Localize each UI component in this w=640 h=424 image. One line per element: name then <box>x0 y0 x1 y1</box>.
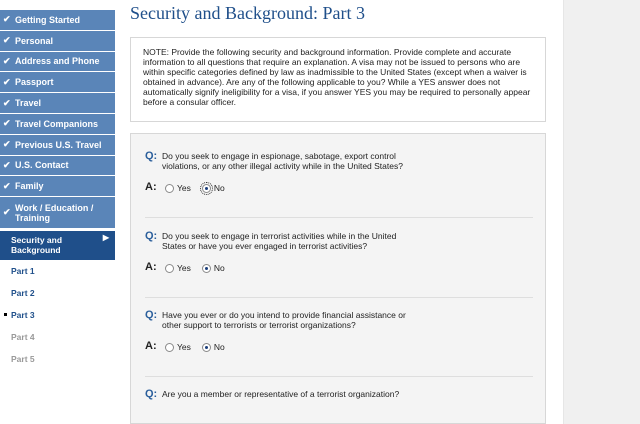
no-radio[interactable] <box>202 343 211 352</box>
arrow-right-icon: ▶ <box>102 233 109 242</box>
nav-item-family[interactable] <box>0 176 115 197</box>
nav-item-travel[interactable] <box>0 93 115 114</box>
nav-item-label: Personal <box>15 35 54 46</box>
nav-item-getting-started[interactable] <box>0 10 115 31</box>
questions-panel <box>130 133 546 424</box>
question-block-1 <box>145 151 533 195</box>
yes-label: Yes <box>177 183 191 193</box>
nav-item-label: Getting Started <box>15 14 81 25</box>
question-block-3 <box>145 310 533 354</box>
checkmark-icon: ✔ <box>3 118 11 129</box>
yes-label: Yes <box>177 342 191 352</box>
checkmark-icon: ✔ <box>3 159 11 170</box>
divider <box>145 217 533 218</box>
subnav-part-2[interactable]: Part 2 <box>11 288 35 298</box>
nav-item-label: U.S. Contact <box>15 160 69 171</box>
no-label: No <box>213 342 225 352</box>
nav-item-travel-companions[interactable] <box>0 114 115 135</box>
subnav-label: Part 3 <box>11 310 35 320</box>
security-subnav <box>0 260 115 370</box>
nav-item-label: Security and Background <box>11 235 63 255</box>
answer-row <box>145 181 533 195</box>
checkmark-icon: ✔ <box>3 14 11 25</box>
subnav-part-1[interactable]: Part 1 <box>11 266 35 276</box>
scrollbar-track[interactable] <box>563 0 640 424</box>
nav-item-label: Passport <box>15 77 54 88</box>
nav-item-label: Previous U.S. Travel <box>15 139 102 150</box>
question-text: Have you ever or do you intend to provide financial assistance or other support to terrorists or terrorist organizations? <box>162 310 406 330</box>
checkmark-icon: ✔ <box>3 97 11 108</box>
no-radio[interactable] <box>202 184 211 193</box>
note-box <box>130 37 546 122</box>
nav-item-security-and-background[interactable] <box>0 231 115 260</box>
nav-item-personal[interactable] <box>0 31 115 52</box>
question <box>145 389 533 399</box>
answer-row <box>145 261 533 275</box>
nav-item-label: Travel <box>15 98 42 109</box>
section-nav-list <box>0 10 115 229</box>
question-block-4 <box>145 389 533 399</box>
question-text: Do you seek to engage in terrorist activities while in the United States or have you ever engaged in terrorist activities? <box>162 231 397 251</box>
no-radio[interactable] <box>202 264 211 273</box>
nav-item-label: Work / Education / Training <box>15 202 94 223</box>
no-label: No <box>213 263 225 273</box>
question-text: Are you a member or representative of a terrorist organization? <box>162 389 400 399</box>
nav-item-previous-us-travel[interactable] <box>0 135 115 156</box>
yes-radio[interactable] <box>165 264 174 273</box>
question <box>145 231 533 251</box>
nav-item-label: Address and Phone <box>15 56 100 67</box>
a-marker: A: <box>145 340 157 352</box>
nav-item-us-contact[interactable] <box>0 156 115 177</box>
question-text: Do you seek to engage in espionage, sabotage, export control violations, or any other illegal activity while in the United States? <box>162 151 403 171</box>
yes-radio[interactable] <box>165 343 174 352</box>
subnav-part-3[interactable] <box>0 304 115 326</box>
sidebar-navigation <box>0 0 117 424</box>
checkmark-icon: ✔ <box>3 180 11 191</box>
yes-label: Yes <box>177 263 191 273</box>
q-marker: Q: <box>145 150 158 162</box>
page-title: Security and Background: Part 3 <box>130 3 365 23</box>
nav-item-work-education-training[interactable] <box>0 197 115 229</box>
a-marker: A: <box>145 181 157 193</box>
divider <box>145 297 533 298</box>
q-marker: Q: <box>145 388 158 400</box>
note-text: NOTE: Provide the following security and background information. Provide complete and accurate information to all questions that require an explanation. A visa may not be issued to persons who are within specific categories defined by law as inadmissible to the United States (except when a waiver is obtained in advance). Are any of the following applicable to you? While a YES answer does not automatically signify ineligibility for a visa, if you answer YES you may be required to personally appear before a consular officer. <box>143 47 531 107</box>
nav-item-label: Travel Companions <box>15 118 99 129</box>
checkmark-icon: ✔ <box>3 139 11 150</box>
current-bullet-icon <box>4 313 7 316</box>
subnav-part-4: Part 4 <box>11 332 35 342</box>
yes-radio[interactable] <box>165 184 174 193</box>
nav-item-passport[interactable] <box>0 72 115 93</box>
nav-item-label: Family <box>15 181 44 192</box>
answer-row <box>145 340 533 354</box>
divider <box>145 376 533 377</box>
no-label: No <box>213 183 225 193</box>
question-block-2 <box>145 231 533 275</box>
checkmark-icon: ✔ <box>3 35 11 46</box>
question <box>145 310 533 330</box>
nav-item-address-and-phone[interactable] <box>0 52 115 73</box>
question <box>145 151 533 171</box>
a-marker: A: <box>145 261 157 273</box>
checkmark-icon: ✔ <box>3 207 11 218</box>
q-marker: Q: <box>145 309 158 321</box>
checkmark-icon: ✔ <box>3 55 11 66</box>
q-marker: Q: <box>145 230 158 242</box>
checkmark-icon: ✔ <box>3 76 11 87</box>
subnav-part-5: Part 5 <box>11 354 35 364</box>
